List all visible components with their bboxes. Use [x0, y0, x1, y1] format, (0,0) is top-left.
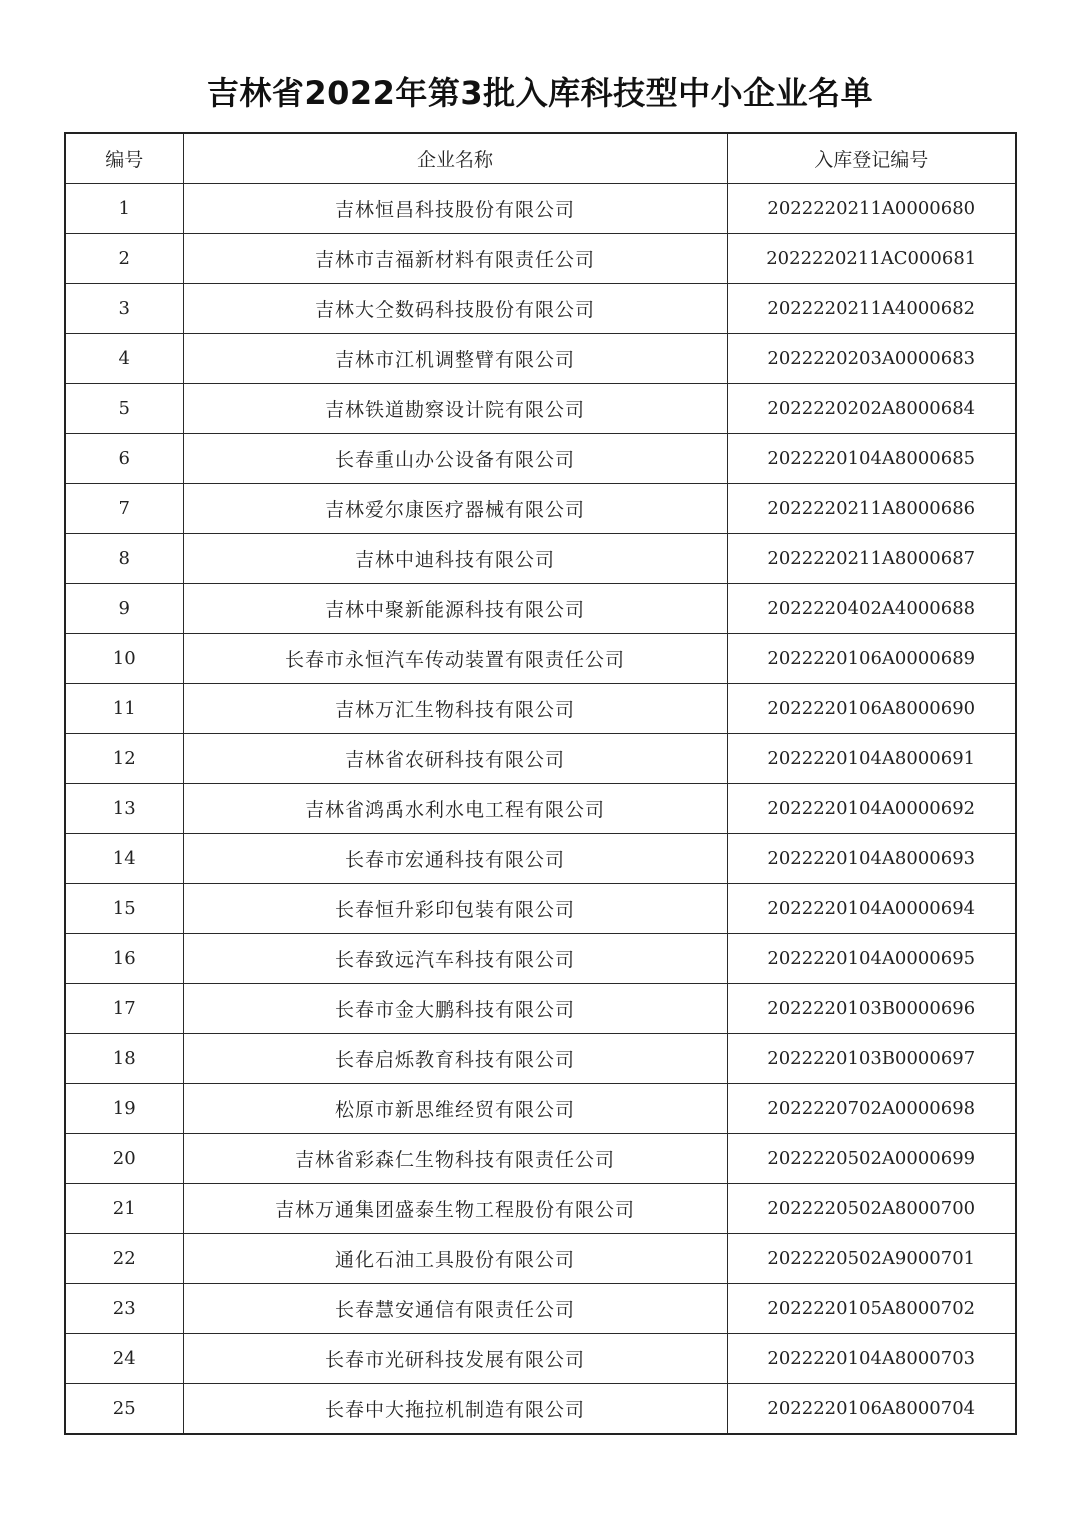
cell-registration-number: 2022220202A8000684: [727, 384, 1016, 434]
table-row: [65, 434, 1016, 484]
table-row: [65, 1384, 1016, 1435]
table-row: [65, 534, 1016, 584]
cell-number: 7: [65, 484, 183, 534]
cell-registration-number: 2022220104A8000703: [727, 1334, 1016, 1384]
cell-enterprise-name: 长春致远汽车科技有限公司: [183, 934, 727, 984]
cell-number: 22: [65, 1234, 183, 1284]
table-body: [65, 184, 1016, 1435]
cell-enterprise-name: 吉林市江机调整臂有限公司: [183, 334, 727, 384]
cell-enterprise-name: 长春市永恒汽车传动装置有限责任公司: [183, 634, 727, 684]
cell-number: 4: [65, 334, 183, 384]
cell-enterprise-name: 长春恒升彩印包装有限公司: [183, 884, 727, 934]
table-row: [65, 284, 1016, 334]
table-row: [65, 834, 1016, 884]
cell-number: 10: [65, 634, 183, 684]
cell-enterprise-name: 吉林铁道勘察设计院有限公司: [183, 384, 727, 434]
table-row: [65, 1334, 1016, 1384]
cell-registration-number: 2022220103B0000696: [727, 984, 1016, 1034]
cell-number: 12: [65, 734, 183, 784]
header-number: 编号: [65, 133, 183, 184]
cell-enterprise-name: 吉林省鸿禹水利水电工程有限公司: [183, 784, 727, 834]
cell-number: 23: [65, 1284, 183, 1334]
cell-registration-number: 2022220104A0000692: [727, 784, 1016, 834]
cell-number: 14: [65, 834, 183, 884]
cell-number: 20: [65, 1134, 183, 1184]
cell-registration-number: 2022220502A9000701: [727, 1234, 1016, 1284]
cell-number: 11: [65, 684, 183, 734]
cell-enterprise-name: 吉林中迪科技有限公司: [183, 534, 727, 584]
table-row: [65, 184, 1016, 234]
table-row: [65, 984, 1016, 1034]
cell-number: 3: [65, 284, 183, 334]
cell-enterprise-name: 吉林爱尔康医疗器械有限公司: [183, 484, 727, 534]
table-row: [65, 884, 1016, 934]
table-row: [65, 934, 1016, 984]
cell-registration-number: 2022220104A8000693: [727, 834, 1016, 884]
cell-number: 25: [65, 1384, 183, 1435]
cell-number: 17: [65, 984, 183, 1034]
cell-enterprise-name: 吉林万汇生物科技有限公司: [183, 684, 727, 734]
header-registration-number: 入库登记编号: [727, 133, 1016, 184]
table-row: [65, 634, 1016, 684]
cell-registration-number: 2022220211AC000681: [727, 234, 1016, 284]
cell-enterprise-name: 吉林省农研科技有限公司: [183, 734, 727, 784]
table-row: [65, 1084, 1016, 1134]
cell-number: 15: [65, 884, 183, 934]
table-row: [65, 784, 1016, 834]
table-row: [65, 1234, 1016, 1284]
table-row: [65, 734, 1016, 784]
cell-registration-number: 2022220211A8000686: [727, 484, 1016, 534]
cell-number: 18: [65, 1034, 183, 1084]
header-enterprise-name: 企业名称: [183, 133, 727, 184]
cell-number: 5: [65, 384, 183, 434]
cell-enterprise-name: 长春中大拖拉机制造有限公司: [183, 1384, 727, 1435]
cell-number: 8: [65, 534, 183, 584]
table-row: [65, 334, 1016, 384]
cell-enterprise-name: 长春市金大鹏科技有限公司: [183, 984, 727, 1034]
cell-registration-number: 2022220105A8000702: [727, 1284, 1016, 1334]
cell-number: 6: [65, 434, 183, 484]
cell-enterprise-name: 松原市新思维经贸有限公司: [183, 1084, 727, 1134]
cell-enterprise-name: 通化石油工具股份有限公司: [183, 1234, 727, 1284]
cell-registration-number: 2022220502A0000699: [727, 1134, 1016, 1184]
document-title: 吉林省2022年第3批入库科技型中小企业名单: [206, 74, 874, 112]
cell-number: 9: [65, 584, 183, 634]
cell-enterprise-name: 吉林省彩森仁生物科技有限责任公司: [183, 1134, 727, 1184]
cell-registration-number: 2022220402A4000688: [727, 584, 1016, 634]
cell-enterprise-name: 长春重山办公设备有限公司: [183, 434, 727, 484]
cell-registration-number: 2022220104A0000695: [727, 934, 1016, 984]
cell-number: 16: [65, 934, 183, 984]
cell-number: 13: [65, 784, 183, 834]
table-row: [65, 1034, 1016, 1084]
cell-enterprise-name: 吉林市吉福新材料有限责任公司: [183, 234, 727, 284]
cell-number: 2: [65, 234, 183, 284]
cell-registration-number: 2022220203A0000683: [727, 334, 1016, 384]
cell-enterprise-name: 长春慧安通信有限责任公司: [183, 1284, 727, 1334]
cell-number: 1: [65, 184, 183, 234]
table-row: [65, 484, 1016, 534]
cell-enterprise-name: 吉林恒昌科技股份有限公司: [183, 184, 727, 234]
cell-registration-number: 2022220211A8000687: [727, 534, 1016, 584]
table-row: [65, 1184, 1016, 1234]
table-header-row: [65, 133, 1016, 184]
cell-registration-number: 2022220502A8000700: [727, 1184, 1016, 1234]
cell-enterprise-name: 吉林大仝数码科技股份有限公司: [183, 284, 727, 334]
table-row: [65, 584, 1016, 634]
cell-registration-number: 2022220104A8000685: [727, 434, 1016, 484]
cell-enterprise-name: 吉林万通集团盛泰生物工程股份有限公司: [183, 1184, 727, 1234]
cell-registration-number: 2022220104A8000691: [727, 734, 1016, 784]
cell-registration-number: 2022220103B0000697: [727, 1034, 1016, 1084]
enterprise-table: [64, 132, 1017, 1435]
table-row: [65, 1134, 1016, 1184]
cell-enterprise-name: 长春市光研科技发展有限公司: [183, 1334, 727, 1384]
cell-enterprise-name: 长春市宏通科技有限公司: [183, 834, 727, 884]
cell-registration-number: 2022220106A8000704: [727, 1384, 1016, 1435]
cell-enterprise-name: 吉林中聚新能源科技有限公司: [183, 584, 727, 634]
cell-number: 19: [65, 1084, 183, 1134]
cell-registration-number: 2022220211A0000680: [727, 184, 1016, 234]
cell-registration-number: 2022220104A0000694: [727, 884, 1016, 934]
cell-registration-number: 2022220702A0000698: [727, 1084, 1016, 1134]
cell-registration-number: 2022220106A8000690: [727, 684, 1016, 734]
cell-registration-number: 2022220106A0000689: [727, 634, 1016, 684]
cell-number: 21: [65, 1184, 183, 1234]
table-row: [65, 234, 1016, 284]
cell-number: 24: [65, 1334, 183, 1384]
table-row: [65, 384, 1016, 434]
table-row: [65, 1284, 1016, 1334]
cell-enterprise-name: 长春启烁教育科技有限公司: [183, 1034, 727, 1084]
table-row: [65, 684, 1016, 734]
cell-registration-number: 2022220211A4000682: [727, 284, 1016, 334]
